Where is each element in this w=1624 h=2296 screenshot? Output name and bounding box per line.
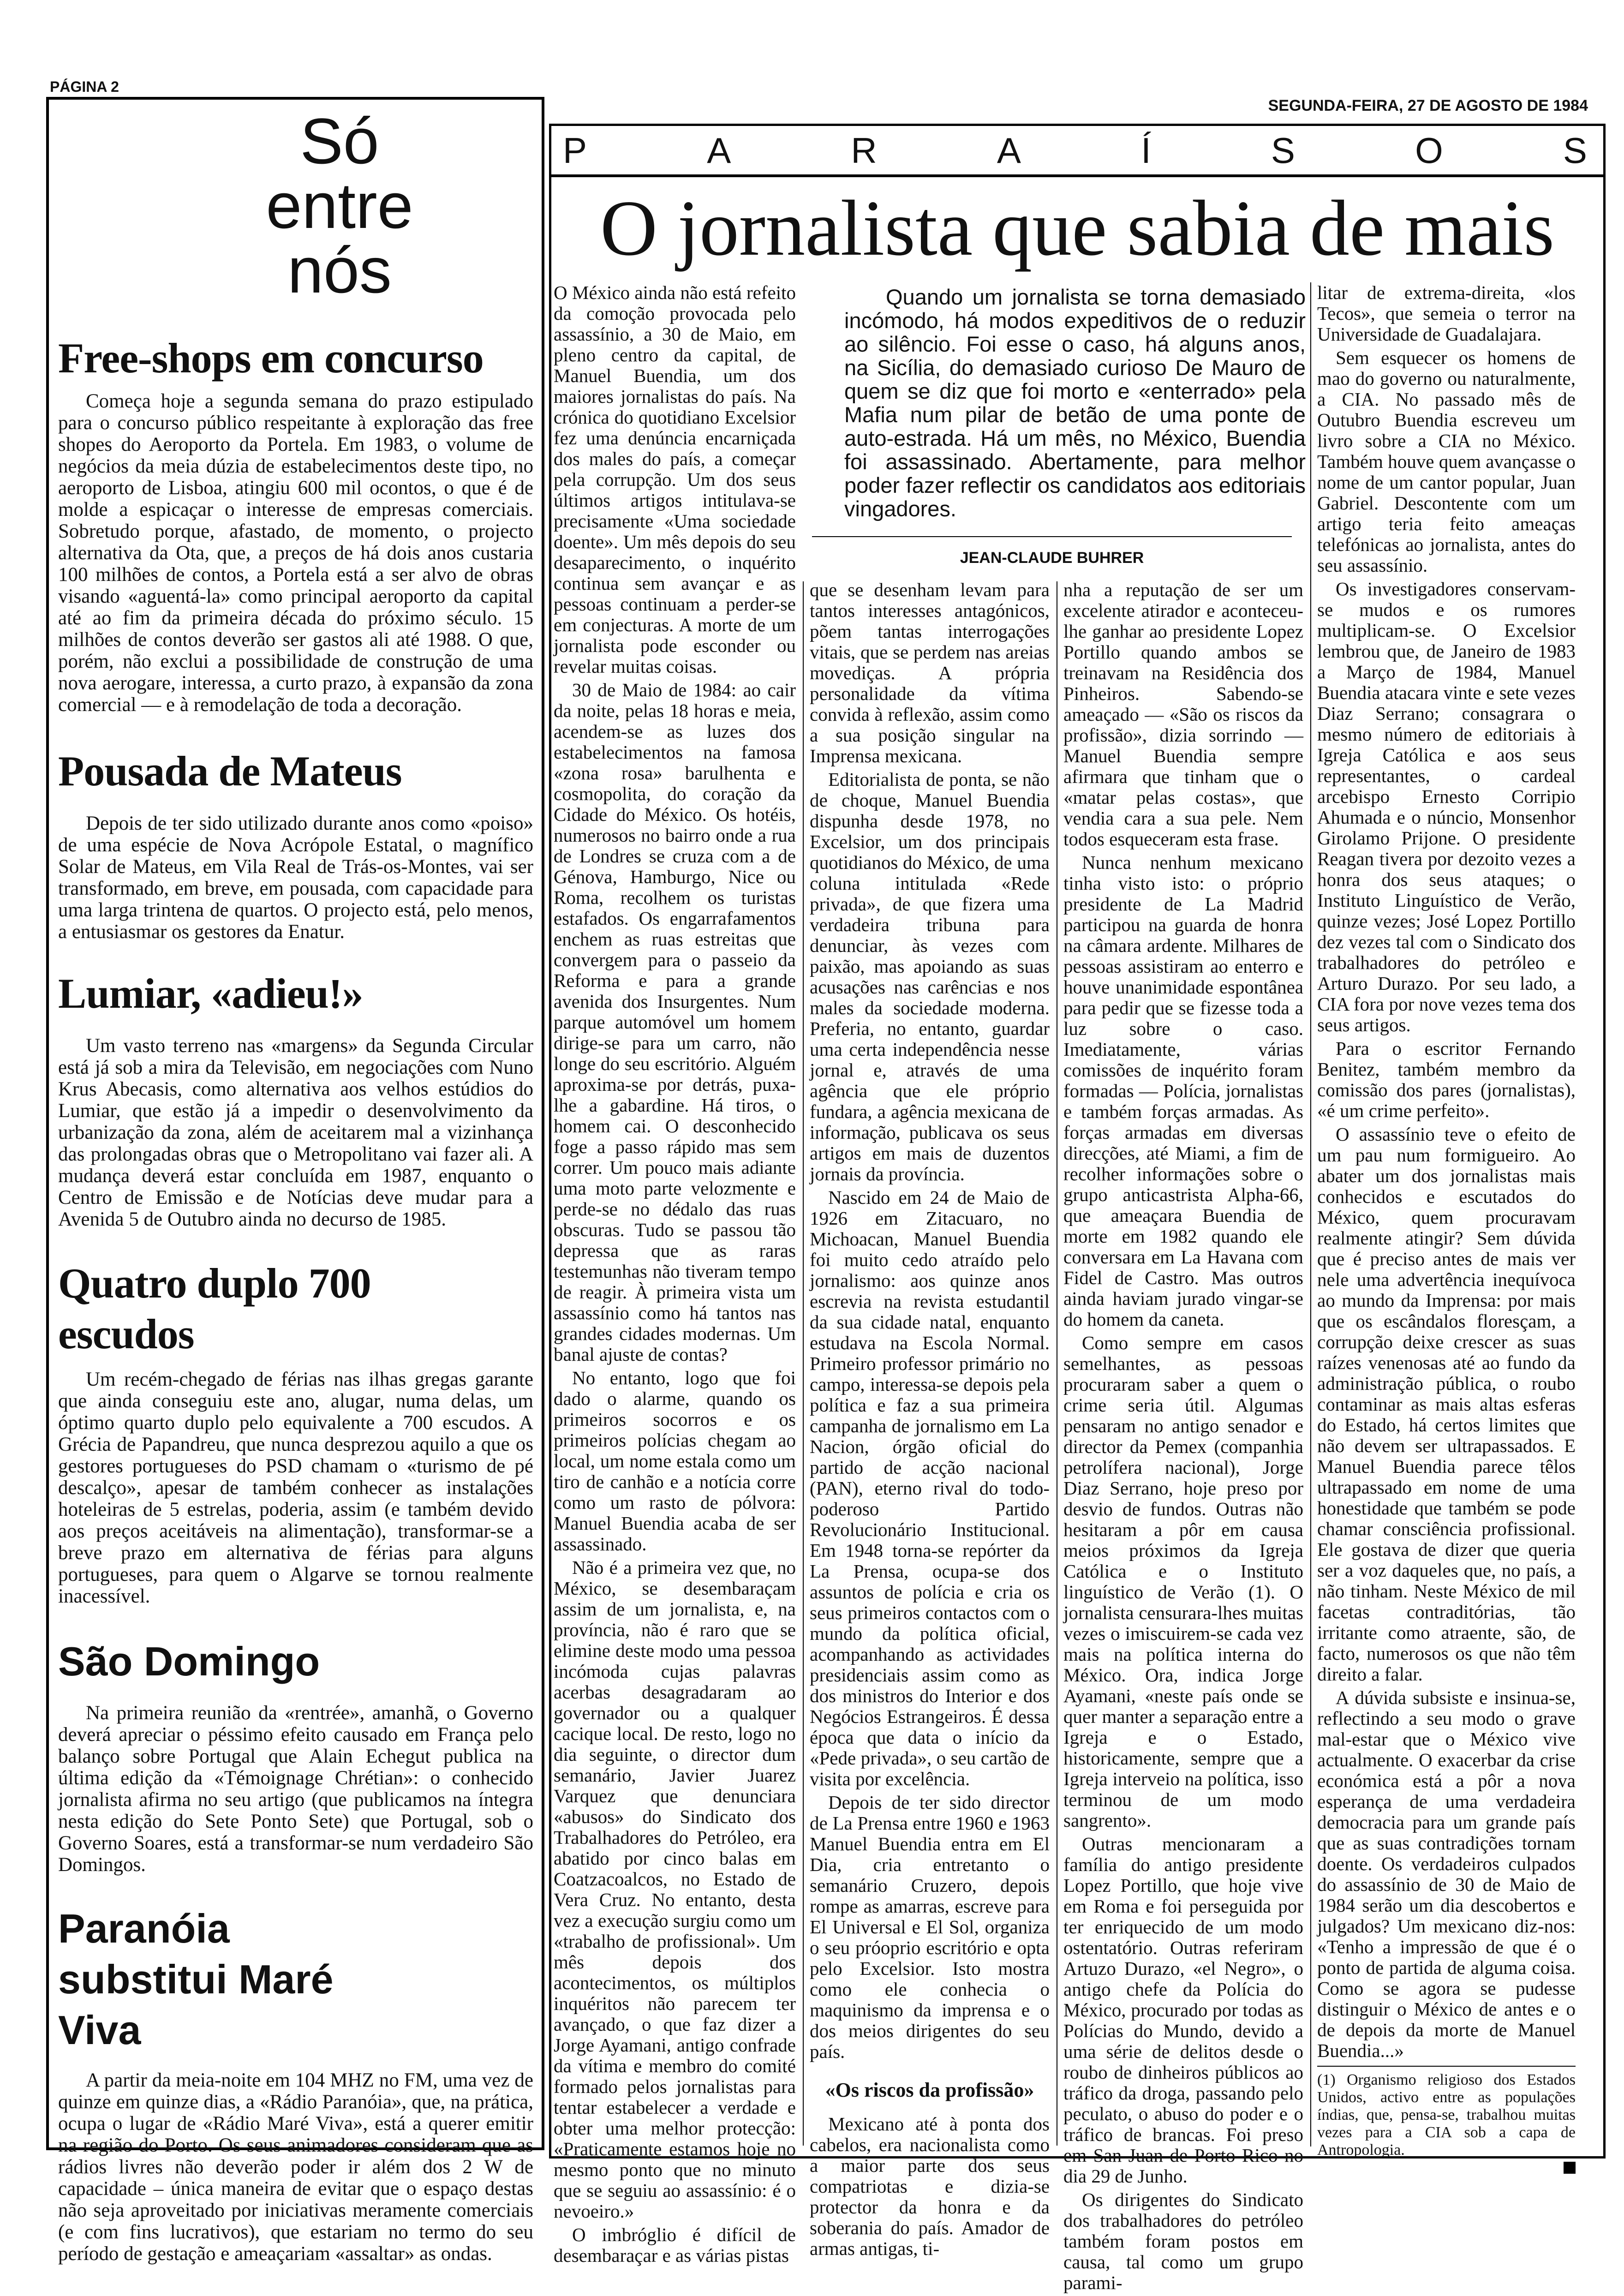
column-sections — [58, 335, 533, 2265]
section-paragraph: Um recém-chegado de férias nas ilhas gregas garante que ainda conseguiu este ano, alugar, numa delas, um óptimo quarto duplo pelo equivalente a 700 escudos. A Grécia de Papandreu, que nunca desprezou aquilo a que os gestores portugueses do PSD chamam o «turismo de pé descalço», apesar de também conhecer as instalações hoteleiras de 5 estrelas, poderia, assim (e também devido aos preços aceitáveis na alimentação), transformar-se a breve prazo em alternativa de férias para alguns portugueses, para quem o Algarve se tornou realmente inacessível. — [58, 1369, 533, 1607]
banner-letter: Í — [1141, 130, 1151, 171]
column-title-line-2: entre — [266, 169, 413, 242]
article-paragraph: 30 de Maio de 1984: ao cair da noite, pelas 18 horas e meia, acendem-se as luzes dos estabelecimentos na famosa «zona rosa» barulhenta e cosmopolita, do coração da Cidade do México. Os hotéis, numerosos no bairro onde a rua de Londres se cruza com a de Génova, Hamburgo, Nice ou Roma, recolhem os turistas estafados. Os engarrafamentos enchem as ruas estreitas que convergem para o passeio da Reforma e para a grande avenida dos Insurgentes. Num parque automóvel um homem dirige-se para um carro, não longe do seu escritório. Alguém aproxima-se por detrás, puxa-lhe a gabardine. Há tiros, o homem cai. O desconhecido foge a passo rápido mas sem correr. Um pouco mais adiante uma moto parte velozmente e perde-se no dédalo das ruas obscuras. Tudo se passou tão depressa que as raras testemunhas não tiveram tempo de reagir. À primeira vista um assassínio como há tantos nas grandes cidades modernas. Um banal ajuste de contas? — [554, 679, 796, 1365]
banner-letter: S — [1563, 130, 1587, 171]
section-heading: Paranóia substitui Maré Viva — [58, 1906, 334, 2053]
banner-letter: O — [1415, 130, 1443, 171]
article-column-3 — [1063, 580, 1303, 2296]
article-paragraph: Depois de ter sido director de La Prensa entre 1960 e 1963 Manuel Buendia entra em El Dia, cria entretanto o semanário Cruzero, depois rompe as amarras, escreve para El Universal e El Sol, organiza o seu próoprio escritório e opta pelo Excelsior. Isto mostra como ele conhecia o maquinismo da imprensa e o dos meios dirigentes do seu país. — [810, 1792, 1050, 2062]
article-paragraph: Mexicano até à ponta dos cabelos, era nacionalista como a maior parte dos seus compatriotas e dizia-se protector da honra e da soberania do país. Amador de armas antigas, ti- — [810, 2113, 1050, 2259]
banner-letter: R — [851, 130, 877, 171]
article-paragraph: Não é a primeira vez que, no México, se desembaraçam assim de um jornalista, e, na província, não é raro que se elimine deste modo uma pessoa incómoda cujas palavras acerbas desagradaram ao governador ou a qualquer cacique local. De resto, logo no dia seguinte, o director dum semanário, Javier Juarez Varquez que denunciara «abusos» do Sindicato dos Trabalhadores do Petróleo, era abatido por cinco balas em Coatzacoalcos, no Estado de Vera Cruz. No entanto, desta vez a execução surgiu como um «trabalho de profissional». Um mês depois dos acontecimentos, os múltiplos inquéritos não parecem ter avançado, o que faz dizer a Jorge Ayamani, antigo confrade da vítima e membro do comité formado pelos jornalistas para tentar estabelecer a verdade e obter uma melhor protecção: «Praticamente estamos hoje no mesmo ponto que no minuto que se seguiu ao assassínio: é o nevoeiro.» — [554, 1557, 796, 2222]
section-heading: Free-shops em concurso — [58, 335, 484, 382]
section-paragraph: A partir da meia-noite em 104 MHZ no FM, uma vez de quinze em quinze dias, a «Rádio Paranóia», que, na prática, ocupa o lugar de «Rádio Maré Viva», está a querer emitir na região do Porto. Os seus animadores consideram que as rádios livres não deverão poder ir além dos 2 W de capacidade – única maneira de evitar que o espaço destas não seja aproveitado por iniciativas meramente comerciais (e com fins lucrativos), que estariam no termo do seu período de gestação e ameaçariam «assaltar» as ondas. — [58, 2069, 533, 2265]
banner-rule — [549, 174, 1606, 177]
article-column-1 — [554, 282, 796, 2269]
article-column-2 — [810, 580, 1050, 2262]
article-paragraph: No entanto, logo que foi dado o alarme, quando os primeiros socorros e os primeiros polícias chegam ao local, um nome estala como um tiro de canhão e a notícia corre como um rasto de pólvora: Manuel Buendia acaba de ser assassinado. — [554, 1367, 796, 1555]
article-paragraph: Outras mencionaram a família do antigo presidente Lopez Portillo, que hoje vive em Roma e foi perseguida por ter enriquecido de um modo ostentatório. Outras referiram Artuzo Durazo, «el Negro», o antigo chefe da Polícia do México, procurado por todas as Polícias do Mundo, devido a uma série de delitos desde o roubo de dinheiros públicos ao tráfico da droga, passando pelo peculato, o abuso do poder e o tráfico de brancas. Foi preso em San Juan de Porto Rico no dia 29 de Junho. — [1063, 1833, 1303, 2187]
article-paragraph: A dúvida subsiste e insinua-se, reflectindo a seu modo o grave mal-estar que o México vive actualmente. O exacerbar da crise económica está a pôr a nova esperança de uma verdadeira democracia para um grande país que as suas contradições tornam doente. Os verdadeiros culpados do assassínio de 30 de Maio de 1984 serão um dia descobertos e julgados? Um mexicano diz-nos: «Tenho a impressão de que é o ponto de partida de alguma coisa. Como se agora se pudesse distinguir o México de antes e o de depois da morte de Manuel Buendia...» — [1317, 1687, 1576, 2061]
footnote: (1) Organismo religioso dos Estados Unidos, activo entre as populações índias, que, pensa-se, trabalhou muitas vezes para a CIA sob a capa de Antropologia. — [1317, 2066, 1576, 2159]
lead-paragraph: Quando um jornalista se torna demasiado incómodo, há modos expeditivos de o reduzir ao silêncio. Foi esse o caso, há alguns anos, na Sicília, do demasiado curioso De Mauro de quem se diz que foi morto e «enterrado» pela Mafia num pilar de betão de uma ponte de auto-estrada. Há um mês, no México, Buendia foi assassinado. Abertamente, para melhor poder fazer reflectir os candidatos aos editoriais vingadores. — [844, 285, 1306, 521]
article-column-4 — [1317, 282, 1576, 2174]
column-divider — [1310, 282, 1311, 2147]
page-label: PÁGINA 2 — [50, 78, 119, 95]
column-title-line-3: nós — [287, 234, 392, 306]
section-paragraph: Na primeira reunião da «rentrée», amanhã, o Governo deverá apreciar o péssimo efeito causado em França pelo balanço sobre Portugal que Alain Echegut publica na última edição da «Témoignage Chrétian»: o conhecido jornalista afirma no seu artigo (que publicamos na íntegra nesta edição do Sete Ponto Sete) que Portugal, sob o Governo Soares, está a transformar-se num verdadeiro São Domingos. — [58, 1702, 533, 1876]
column-title-line-1: Só — [300, 105, 379, 177]
section-paragraph: Um vasto terreno nas «margens» da Segunda Circular está já sob a mira da Televisão, em negociações com Nuno Krus Abecasis, como alternativa aos velhos estúdios do Lumiar, que estão já a impedir o desenvolvimento da urbanização da zona, além de aceitarem mal a vizinhança das prolongadas obras que o Metropolitano vai fazer ali. A mudança deverá estar concluída em 1987, enquanto o Centro de Emissão e de Notícias deve mudar para a Avenida 5 de Outubro ainda no decurso de 1985. — [58, 1035, 533, 1230]
article-paragraph: Nunca nenhum mexicano tinha visto isto: o próprio presidente de La Madrid participou na guarda de honra na câmara ardente. Milhares de pessoas assistiram ao enterro e houve unanimidade espontânea para pedir que se fizesse toda a luz sobre o caso. Imediatamente, várias comissões de inquérito foram formadas — Polícia, jornalistas e também forças armadas. As forças armadas em diversas direcções, até Miami, a fim de recolher informações sobre o grupo anticastrista Alpha-66, que ameaçara Buendia de morte em 1982 quando ele conversara em La Havana com Fidel de Castro. Mas outros ainda haviam jurado vingar-se do homem da caneta. — [1063, 852, 1303, 1330]
page-date: SEGUNDA-FEIRA, 27 DE AGOSTO DE 1984 — [1268, 97, 1588, 114]
section-paragraph: Depois de ter sido utilizado durante anos como «poiso» de uma espécie de Nova Acrópole Estatal, o magnífico Solar de Mateus, em Vila Real de Trás-os-Montes, vai ser transformado, em breve, em pousada, com capacidade para uma larga trintena de quartos. O projecto está, pelo menos, a entusiasmar os gestores da Enatur. — [58, 813, 533, 943]
section-body — [58, 2069, 533, 2265]
section-heading: Pousada de Mateus — [58, 747, 402, 795]
end-mark — [1564, 2162, 1576, 2174]
byline: JEAN-CLAUDE BUHRER — [960, 549, 1144, 567]
headline: O jornalista que sabia de mais — [600, 185, 1555, 272]
paraisos-banner — [549, 127, 1606, 173]
article-paragraph: Nascido em 24 de Maio de 1926 em Zitacuaro, no Michoacan, Manuel Buendia foi muito cedo atraído pelo jornalismo: aos quinze anos escrevia na revista estudantil da sua cidade natal, enquanto estudava na Escola Normal. Primeiro professor primário no campo, interessa-se depois pela política e faz a sua primeira campanha de jornalismo em La Nacion, órgão oficial do partido de acção nacional (PAN), eterno rival do todo-poderoso Partido Revolucionário Institucional. Em 1948 torna-se repórter da La Prensa, ocupa-se dos assuntos de polícia e cria os seus primeiros contactos com o mundo da política oficial, acompanhando as actividades presidenciais assim como as dos ministros do Interior e dos Negócios Estrangeiros. É dessa época que data o início da «Pede privada», o seu cartão de visita por excelência. — [810, 1187, 1050, 1789]
subheading: «Os riscos da profissão» — [825, 2079, 1034, 2101]
section-body — [58, 1702, 533, 1876]
article-paragraph: litar de extrema-direita, «los Tecos», que semeia o terror na Universidade de Guadalajara. — [1317, 282, 1576, 345]
section-heading: Lumiar, «adieu!» — [58, 970, 363, 1017]
article-paragraph: nha a reputação de ser um excelente atirador e aconteceu-lhe ganhar ao presidente Lopez Portillo quando ambos se treinavam na Residência dos Pinheiros. Sabendo-se ameaçado — «São os riscos da profissão», dizia sorrindo — Manuel Buendia sempre afirmara que tinham que o «matar pelas costas», que vendia cara a sua pele. Nem todos esqueceram esta frase. — [1063, 579, 1303, 849]
section-body — [58, 1035, 533, 1230]
article-paragraph: Os dirigentes do Sindicato dos trabalhadores do petróleo também foram postos em causa, tal como um grupo parami- — [1063, 2189, 1303, 2293]
article-paragraph: O imbróglio é difícil de desembaraçar e as várias pistas — [554, 2224, 796, 2266]
section-body — [58, 1369, 533, 1607]
so-entre-nos-box — [46, 97, 544, 2265]
article-paragraph: O México ainda não está refeito da comoção provocada pelo assassínio, a 30 de Maio, em pleno centro da capital, de Manuel Buendia, um dos maiores jornalistas do país. Na crónica do quotidiano Excelsior fez uma denúncia encarniçada dos males do país, a começar pela corrupção. Um dos seus últimos artigos intitulava-se precisamente «Uma sociedade doente». Um mês depois do seu desaparecimento, o inquérito continua sem avançar e as pessoas continuam a perder-se em conjecturas. A morte de um jornalista pode esconder ou revelar muitas coisas. — [554, 282, 796, 677]
banner-letter: S — [1271, 130, 1295, 171]
column-divider — [803, 581, 804, 2146]
banner-letter: A — [707, 130, 731, 171]
byline-rule — [812, 536, 1292, 537]
banner-letter: P — [563, 130, 587, 171]
section-heading: Quatro duplo 700 escudos — [58, 1260, 371, 1357]
banner-letter: A — [997, 130, 1021, 171]
article-paragraph: Como sempre em casos semelhantes, as pessoas procuraram saber a quem o crime seria útil. Algumas pensaram no antigo senador e director da Pemex (companhia petrolífera nacional), Jorge Diaz Serrano, hoje preso por desvio de fundos. Outras não hesitaram a pôr em causa meios próximos da Igreja Católica e o Instituto linguístico de Verão (1). O jornalista censurara-lhes muitas vezes o imiscuirem-se cada vez mais na política interna do México. Ora, indica Jorge Ayamani, «neste país onde se quer manter a separação entre a Igreja e o Estado, historicamente, sempre que a Igreja interveio na política, isso terminou de um modo sangrento». — [1063, 1332, 1303, 1831]
article-paragraph: Sem esquecer os homens de mao do governo ou naturalmente, a CIA. No passado mês de Outubro Buendia escreveu um livro sobre a CIA no México. Também houve quem avançasse o nome de um cantor popular, Juan Gabriel. Descontente com um artigo teria feito ameaças telefónicas ao jornalista, antes do seu assassínio. — [1317, 347, 1576, 576]
article-paragraph: O assassínio teve o efeito de um pau num formigueiro. Ao abater um dos jornalistas mais conhecidos e escutados do México, quem procuravam realmente atingir? Sem dúvida que é preciso antes de mais ver nele uma advertência inequívoca ao mundo da Imprensa: por mais que os escândalos floresçam, a corrupção deixe crescer as suas raízes venenosas até ao fundo da administração pública, o roubo contaminar as mais altas esferas do Estado, há certos limites que não devem ser ultrapassados. E Manuel Buendia parece têlos ultrapassado em nome de uma honestidade que também se pode chamar consciência profissional. Ele gostava de dizer que queria ser a voz daqueles que, no país, a não tinham. Neste México de mil facetas contraditórias, tão irritante como atraente, são, de facto, numerosos os que não têm direito a falar. — [1317, 1124, 1576, 1685]
section-paragraph: Começa hoje a segunda semana do prazo estipulado para o concurso público respeitante à exploração das free shopes do Aeroporto da Portela. Em 1983, o volume de negócios da meia dúzia de estabelecimentos deste tipo, no aeroporto de Lisboa, atingiu 600 mil ocontos, o que é de molde a espicaçar o interesse de empresas comerciais. Sobretudo porque, afastado, de momento, o projecto alternativa da Ota, que, a preços de há dois anos custaria 100 milhões de contos, a Portela está a ser alvo de obras visando «aguentá-la» como principal aeroporto da capital até ao fim da primeira década do próximo século. 15 milhões de contos deverão ser gastos ali até 1988. O que, porém, não exclui a possibilidade de construção de uma nova aerogare, interessa, a curto prazo, à expansão da zona comercial — e à remodelação de toda a decoração. — [58, 390, 533, 716]
article-paragraph: Para o escritor Fernando Benitez, também membro da comissão dos pares (jornalistas), «é um crime perfeito». — [1317, 1038, 1576, 1121]
article-paragraph: Editorialista de ponta, se não de choque, Manuel Buendia dispunha desde 1978, no Excelsior, um dos principais quotidianos do México, de uma coluna intitulada «Rede privada», de que fizera uma verdadeira tribuna para denunciar, às vezes com paixão, mas apoiando as suas acusações nas carências e nos males da sociedade moderna. Preferia, no entanto, guardar uma certa independência nesse jornal e, através de uma agência que ele próprio fundara, a agência mexicana de informação, publicava os seus artigos em mais de duzentos jornais da província. — [810, 769, 1050, 1184]
column-title — [224, 105, 455, 306]
section-body — [58, 390, 533, 716]
article-paragraph: Os investigadores conservam-se mudos e os rumores multiplicam-se. O Excelsior lembrou que, de Janeiro de 1983 a Março de 1984, Manuel Buendia atacara vinte e sete vezes Diaz Serrano; consagrara o mesmo número de editoriais à Igreja Católica e aos seus representantes, o cardeal arcebispo Ernesto Corripio Ahumada e o núncio, Monsenhor Girolamo Prijone. O presidente Reagan tivera por dezoito vezes a honra dos seus ataques; o Instituto Linguístico de Verão, quinze vezes; José Lopez Portillo dez vezes tal com o Sindicato dos trabalhadores do petróleo e Arturo Durazo. Por seu lado, a CIA fora por nove vezes tema dos seus artigos. — [1317, 578, 1576, 1035]
section-body — [58, 813, 533, 943]
section-heading: São Domingo — [58, 1638, 320, 1684]
article-paragraph: que se desenham levam para tantos interesses antagónicos, põem tantas interrogações vitais, que se perdem nas areias movediças. A própria personalidade da vítima convida à reflexão, assim como a sua posição singular na Imprensa mexicana. — [810, 579, 1050, 766]
